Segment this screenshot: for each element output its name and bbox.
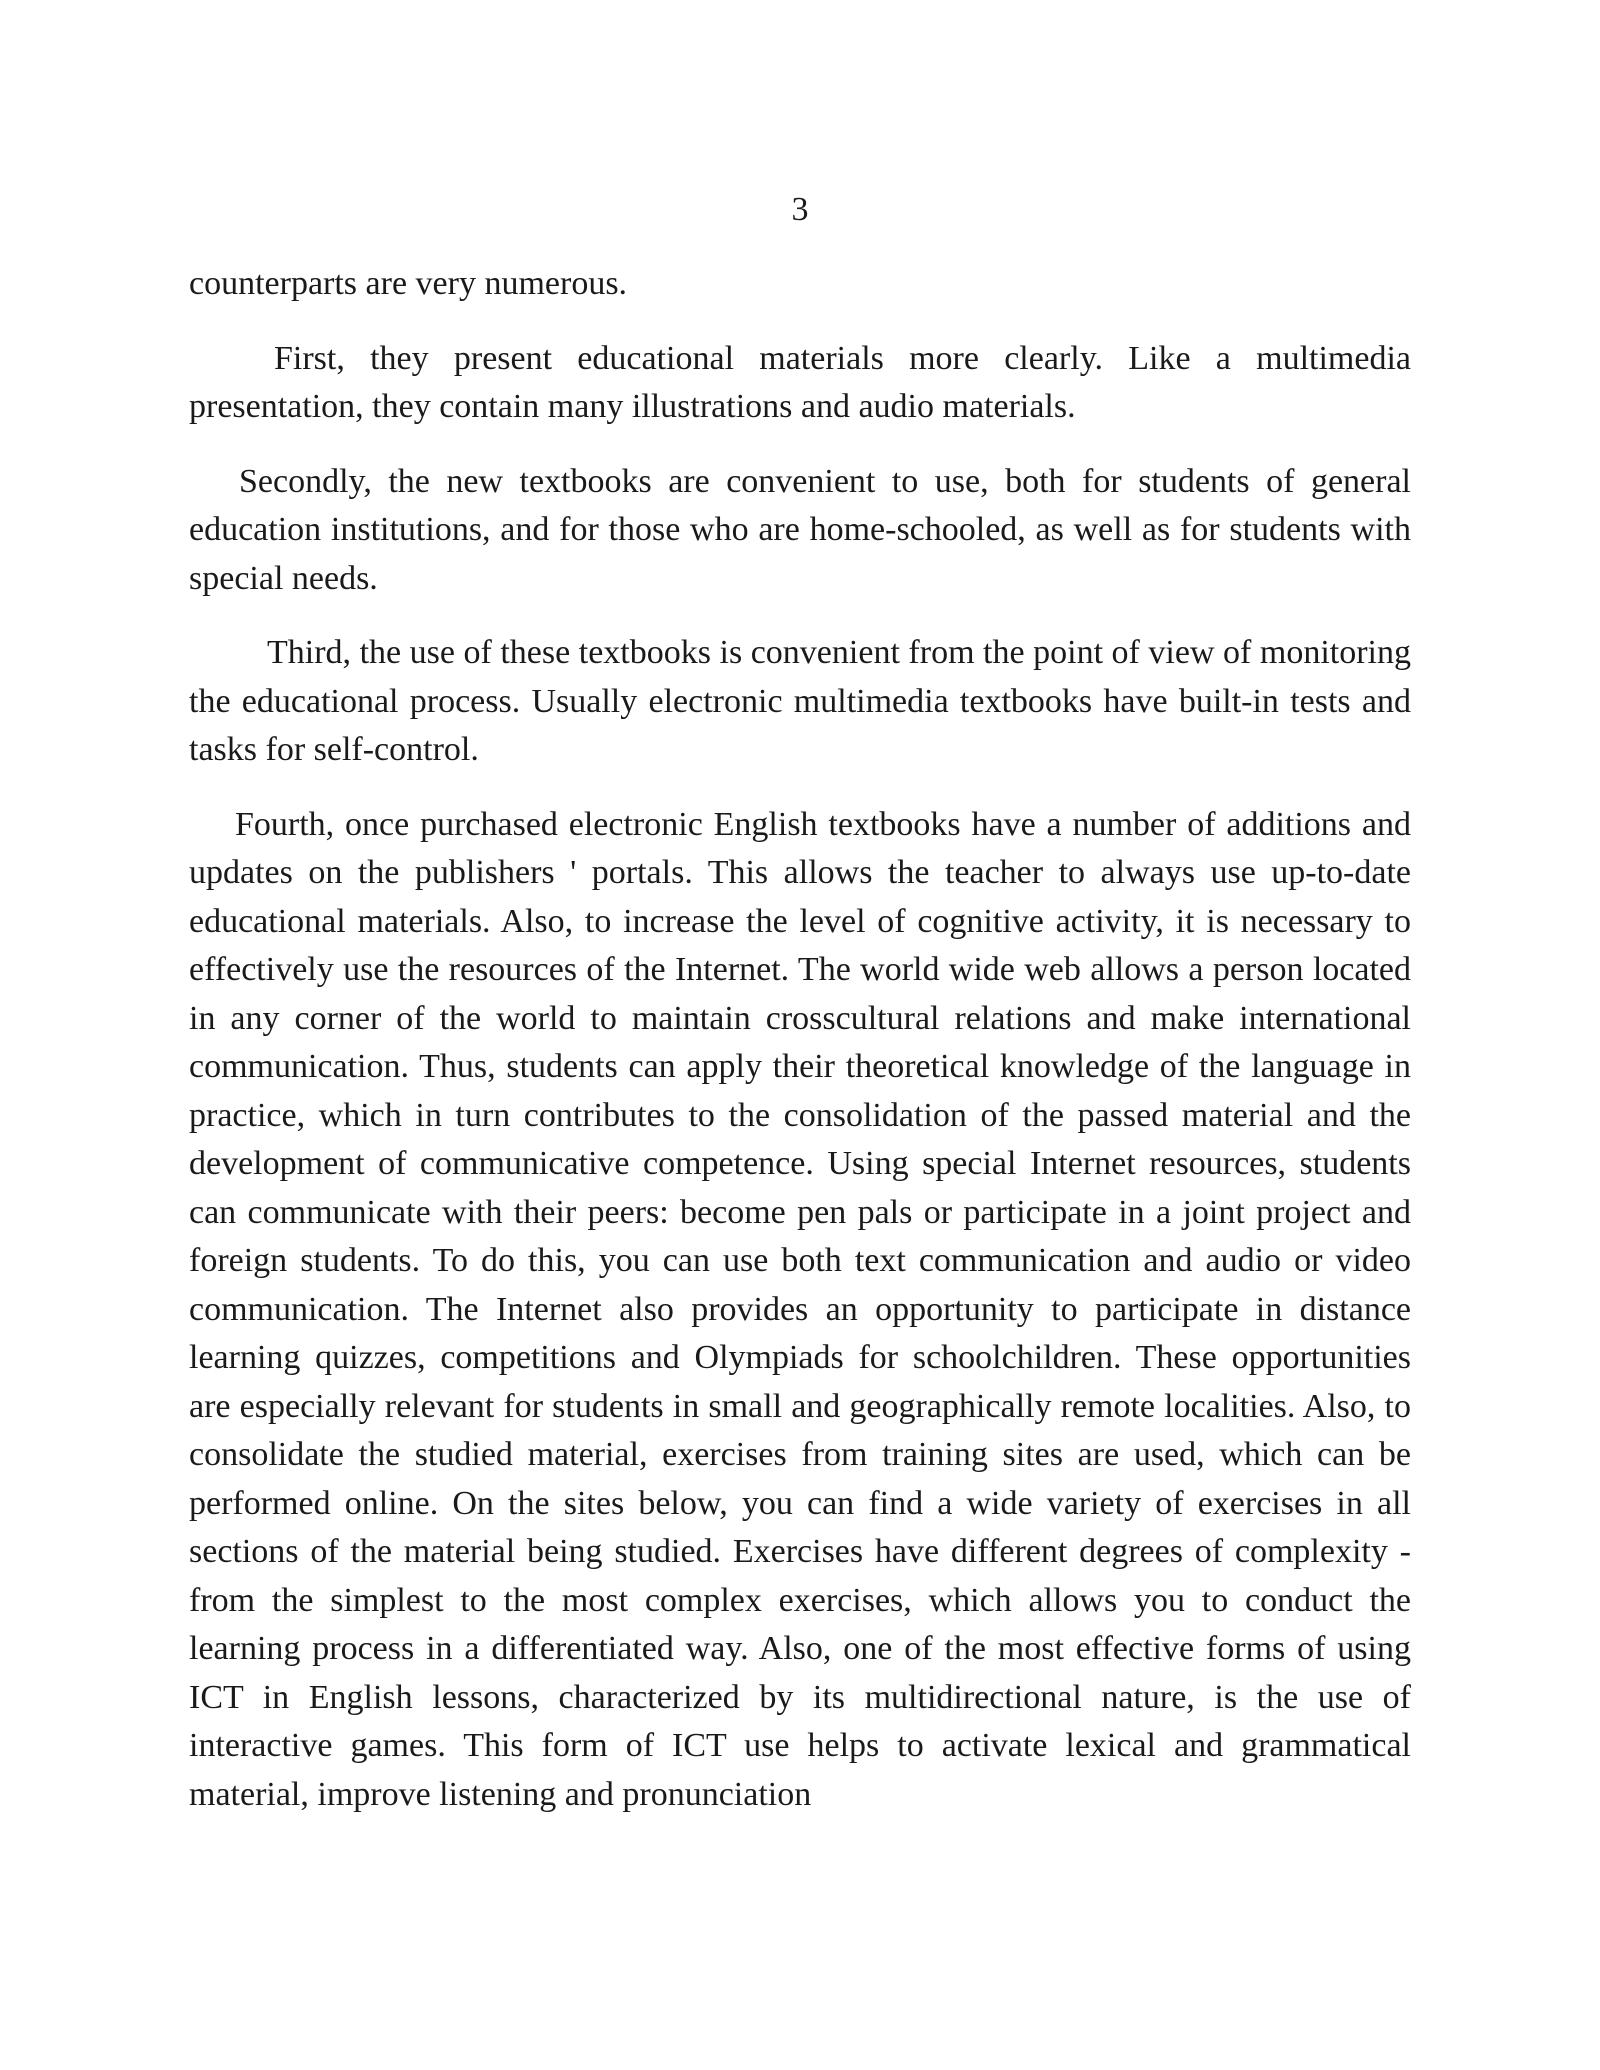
paragraph-continuation: counterparts are very numerous.: [189, 265, 628, 302]
paragraph-fourth: Fourth, once purchased electronic English textbooks have a number of additions and updates on the publishers ' portals. This allows the teacher to always use up-to-date educational materials. Also, to increase the level of cognitive activity, it is necessary to effectively use the resources of the Internet. The world wide web allows a person located in any corner of the world to maintain crosscultural relations and make international communication. Thus, students can apply their theoretical knowledge of the language in practice, which in turn contributes to the consolidation of the passed material and the development of communicative competence. Using special Internet resources, students can communicate with their peers: become pen pals or participate in a joint project and foreign students. To do this, you can use both text communication and audio or video communication. The Internet also provides an opportunity to participate in distance learning quizzes, competitions and Olympiads for schoolchildren. These opportunities are especially relevant for students in small and geographically remote localities. Also, to consolidate the studied material, exercises from training sites are used, which can be performed online. On the sites below, you can find a wide variety of exercises in all sections of the material being studied. Exercises have different degrees of complexity - from the simplest to the most complex exercises, which allows you to conduct the learning process in a differentiated way. Also, one of the most effective forms of using ICT in English lessons, characterized by its multidirectional nature, is the use of interactive games. This form of ICT use helps to activate lexical and grammatical material, improve listening and pronunciation: [189, 805, 1411, 1813]
page-number: 3: [791, 191, 809, 228]
paragraph-first: First, they present educational materials more clearly. Like a multimedia presentation, they contain many illustrations and audio materials.: [189, 339, 1411, 425]
paragraph-secondly: Secondly, the new textbooks are convenient to use, both for students of general education institutions, and for those who are home-schooled, as well as for students with special needs.: [189, 462, 1411, 597]
body-text: [189, 260, 1411, 1845]
paragraph-third: Third, the use of these textbooks is convenient from the point of view of monitoring the educational process. Usually electronic multimedia textbooks have built-in tests and tasks for self-control.: [189, 634, 1411, 768]
